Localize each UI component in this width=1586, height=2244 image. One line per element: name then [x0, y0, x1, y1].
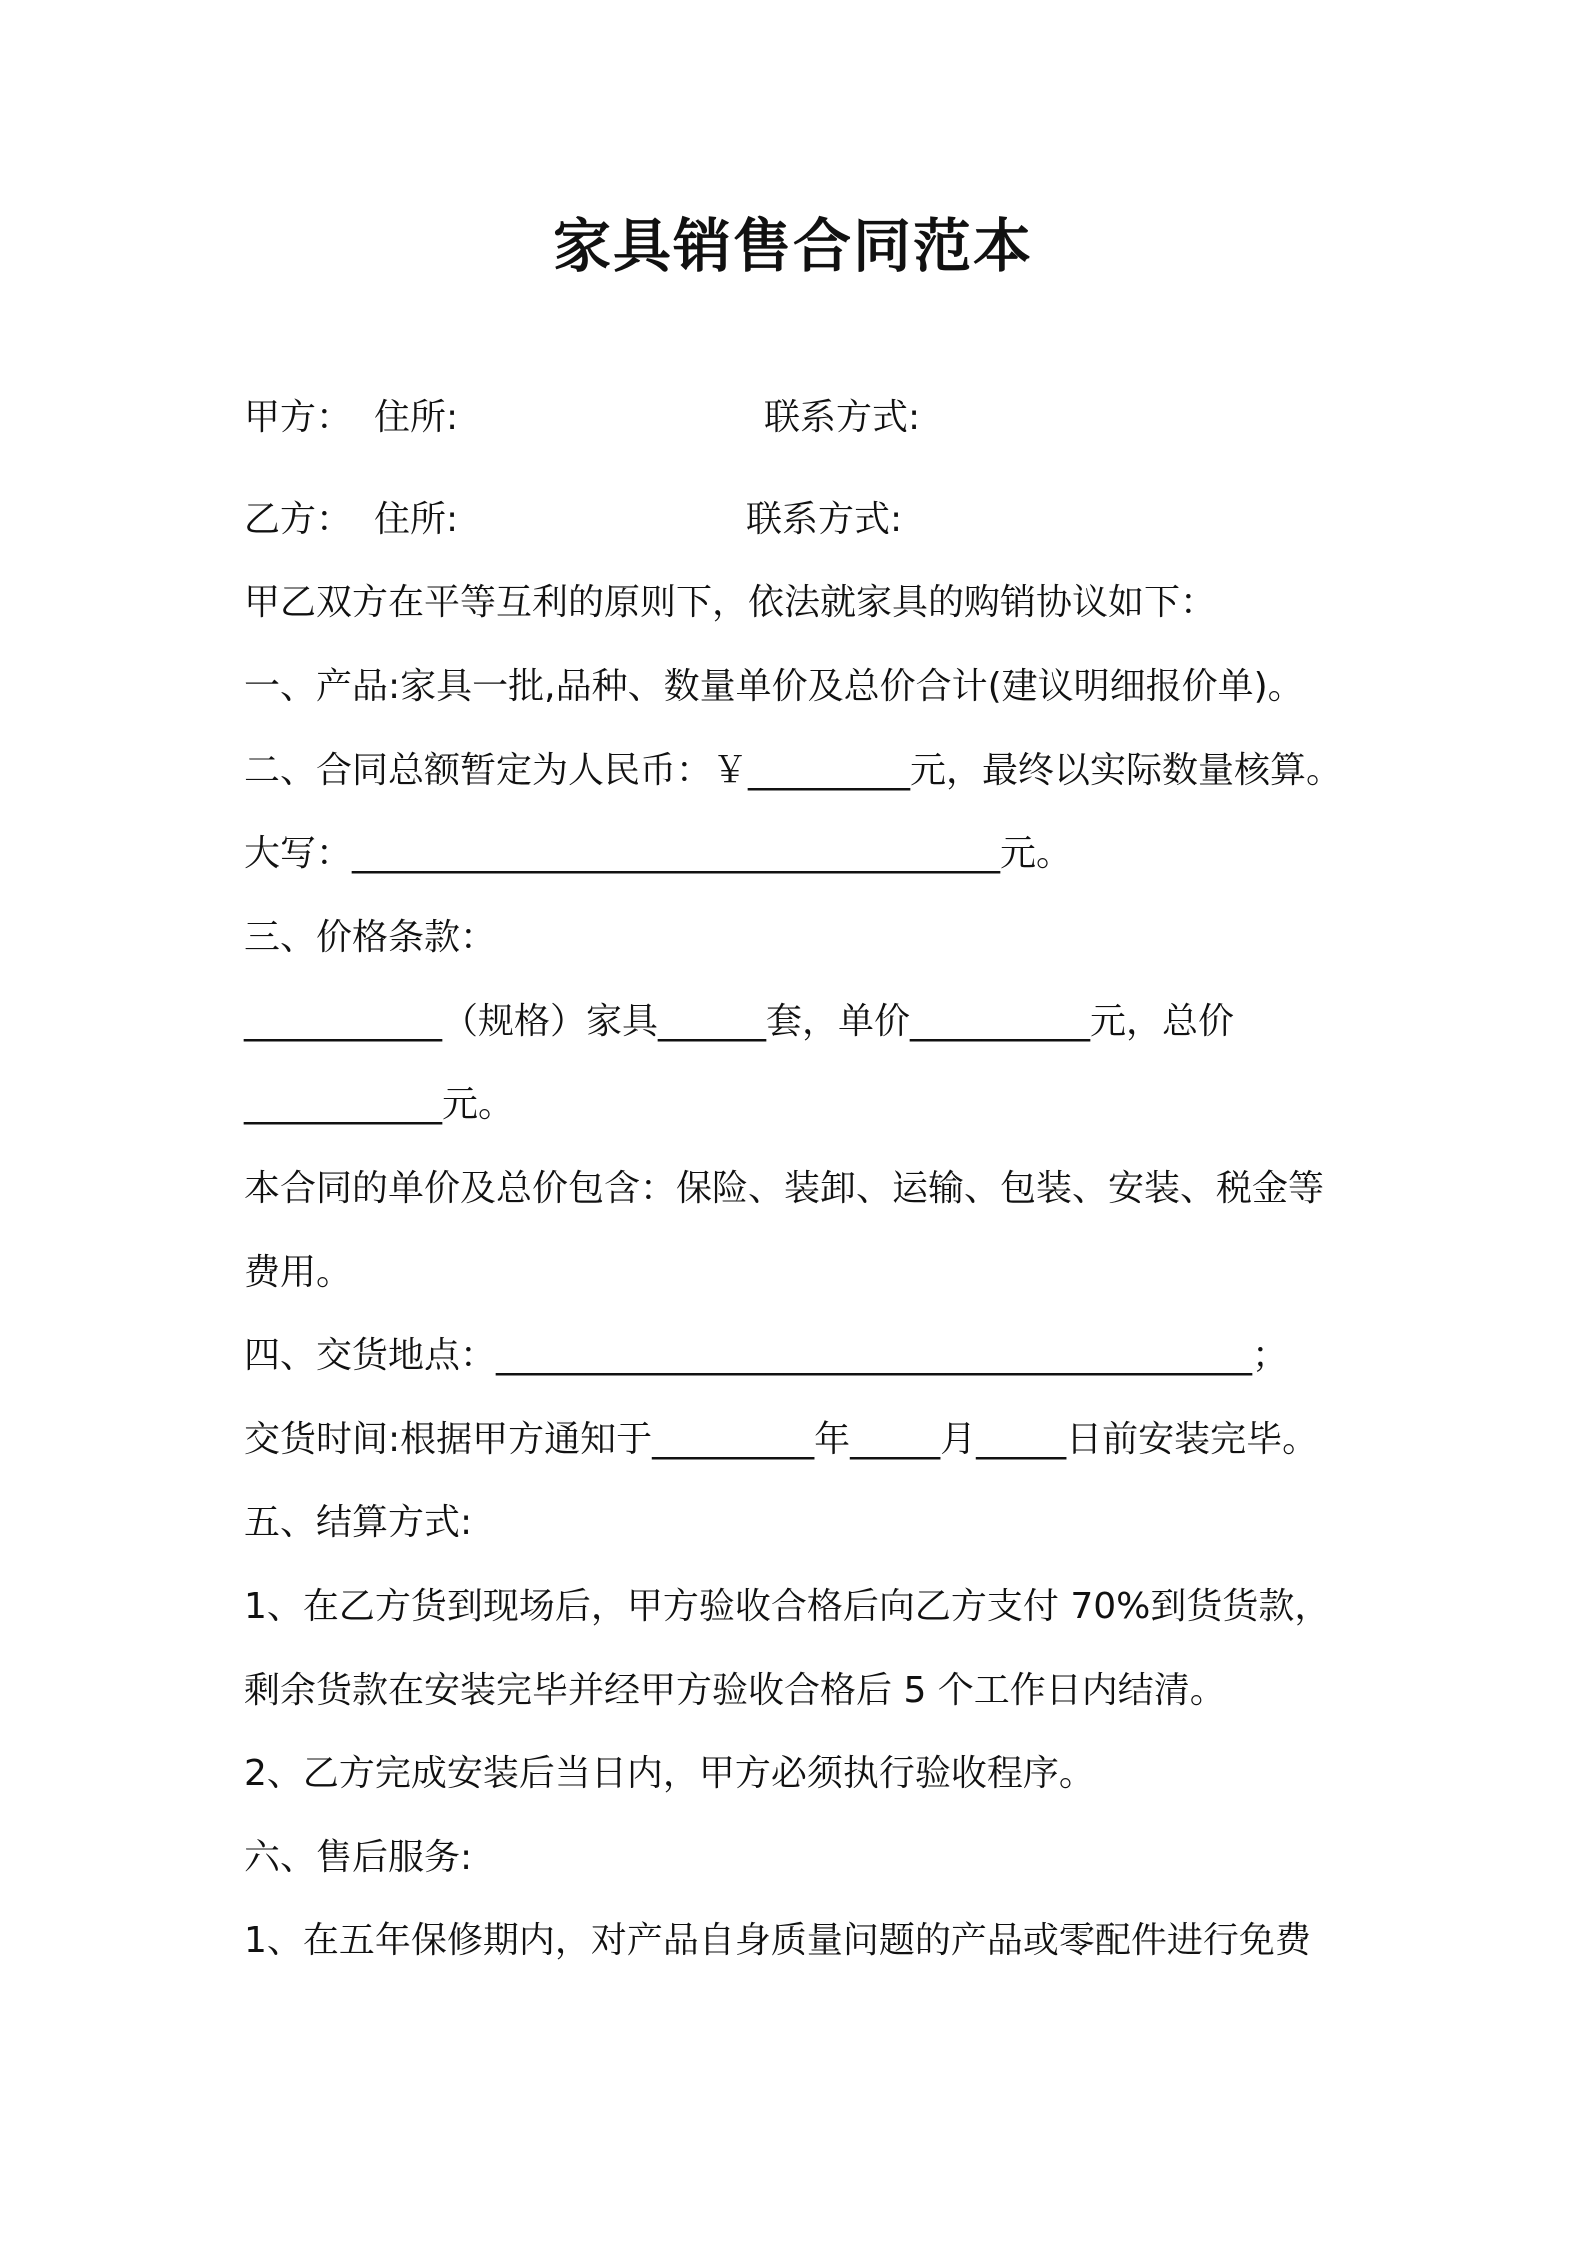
price-note-2: 费用。: [244, 1252, 353, 1293]
party-a-label: 甲方：: [244, 397, 353, 438]
clause-3-heading: 三、价格条款：: [244, 917, 497, 958]
intro-paragraph: 甲乙双方在平等互利的原则下，依法就家具的购销协议如下：: [244, 582, 1217, 623]
price-note-1: 本合同的单价及总价包含：保险、装卸、运输、包装、安装、税金等: [244, 1168, 1325, 1209]
settlement-1b: 剩余货款在安装完毕并经甲方验收合格后 5 个工作日内结清。: [244, 1670, 1226, 1711]
document-title: 家具销售合同范本: [552, 212, 1033, 280]
clause-4: 四、交货地点：__________________________________________；: [244, 1335, 1289, 1376]
party-b-contact-label: 联系方式:: [746, 499, 903, 540]
party-a-address-label: 住所:: [374, 397, 459, 438]
amount-in-words: 大写：____________________________________元。: [244, 833, 1073, 874]
delivery-time: 交货时间:根据甲方通知于_________年_____月_____日前安装完毕。: [244, 1419, 1319, 1460]
clause-6-heading: 六、售后服务:: [244, 1837, 473, 1878]
clause-5-heading: 五、结算方式:: [244, 1502, 473, 1543]
party-b-address-label: 住所:: [374, 499, 459, 540]
party-a-contact-label: 联系方式:: [764, 397, 921, 438]
settlement-1a: 1、在乙方货到现场后，甲方验收合格后向乙方支付 70%到货货款，: [244, 1586, 1331, 1627]
price-line-1: ___________（规格）家具______套，单价__________元，总价: [244, 1001, 1235, 1042]
settlement-2: 2、乙方完成安装后当日内，甲方必须执行验收程序。: [244, 1753, 1095, 1794]
party-b-label: 乙方：: [244, 499, 353, 540]
service-1a: 1、在五年保修期内，对产品自身质量问题的产品或零配件进行免费: [244, 1920, 1311, 1961]
clause-1: 一、产品:家具一批,品种、数量单价及总价合计(建议明细报价单)。: [244, 666, 1304, 707]
clause-2: 二、合同总额暂定为人民币：￥_________元，最终以实际数量核算。: [244, 750, 1343, 791]
price-line-2: ___________元。: [244, 1084, 515, 1125]
